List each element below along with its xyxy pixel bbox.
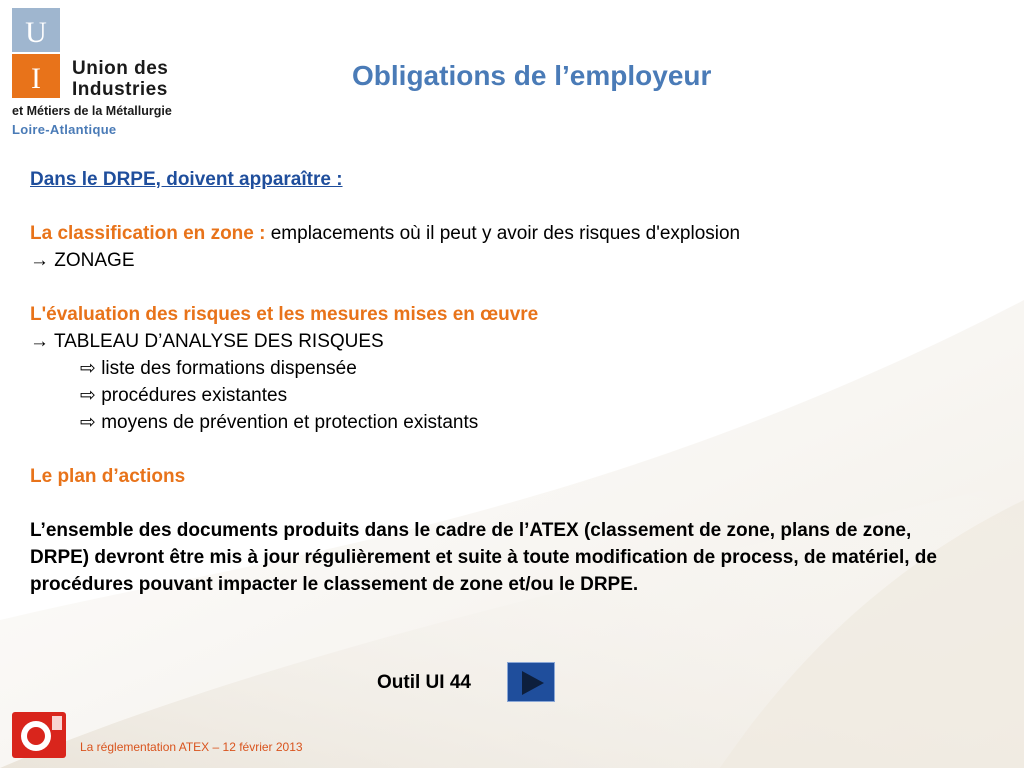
sub-item [30, 382, 970, 409]
logo-line-3: et Métiers de la Métallurgie [12, 104, 172, 118]
evaluation-label: L'évaluation des risques et les mesures mises en œuvre [30, 304, 539, 325]
zonage-line [30, 247, 970, 274]
classification-line [30, 220, 970, 247]
ui44-logo [12, 8, 192, 140]
tableau-text: TABLEAU D’ANALYSE DES RISQUES [53, 331, 384, 352]
arrow-right-icon: → [30, 250, 49, 271]
classification-text: emplacements où il peut y avoir des risques d'explosion [270, 223, 741, 244]
ui-logo-mark-icon [12, 8, 60, 98]
slide-content [30, 166, 970, 598]
outline-arrow-icon: ⇨ [80, 385, 96, 406]
sub-item-text: liste des formations dispensée [101, 358, 357, 379]
plan-label: Le plan d’actions [30, 466, 186, 487]
update-paragraph: L’ensemble des documents produits dans le cadre de l’ATEX (classement de zone, plans de zone, DRPE) devront être mis à jour régulièrement et suite à toute modification de process, de matériel, de procédures pouvant impacter le classement de zone et/ou le DRPE. [30, 520, 937, 595]
outline-arrow-icon: ⇨ [80, 412, 96, 433]
sub-item-text: moyens de prévention et protection existants [101, 412, 479, 433]
drpe-heading: Dans le DRPE, doivent apparaître : [30, 169, 343, 190]
classification-label: La classification en zone : [30, 223, 271, 244]
outil-label: Outil UI 44 [377, 672, 471, 693]
tableau-line [30, 328, 970, 355]
logo-line-1: Union des [72, 58, 169, 79]
play-icon [508, 663, 556, 703]
logo-letter-i: I [31, 62, 41, 95]
slide-title: Obligations de l’employeur [352, 60, 712, 91]
logo-letter-u: U [25, 16, 47, 49]
arrow-right-icon: → [30, 331, 49, 352]
next-button[interactable] [507, 662, 555, 702]
sub-item-text: procédures existantes [101, 385, 288, 406]
logo-line-2: Industries [72, 79, 168, 100]
sub-item [30, 355, 970, 382]
footer-logo-icon [12, 712, 66, 758]
footer-text: La réglementation ATEX – 12 février 2013 [80, 740, 303, 754]
logo-line-4: Loire-Atlantique [12, 122, 117, 137]
zonage-text: ZONAGE [54, 250, 135, 271]
outline-arrow-icon: ⇨ [80, 358, 96, 379]
sub-item [30, 409, 970, 436]
